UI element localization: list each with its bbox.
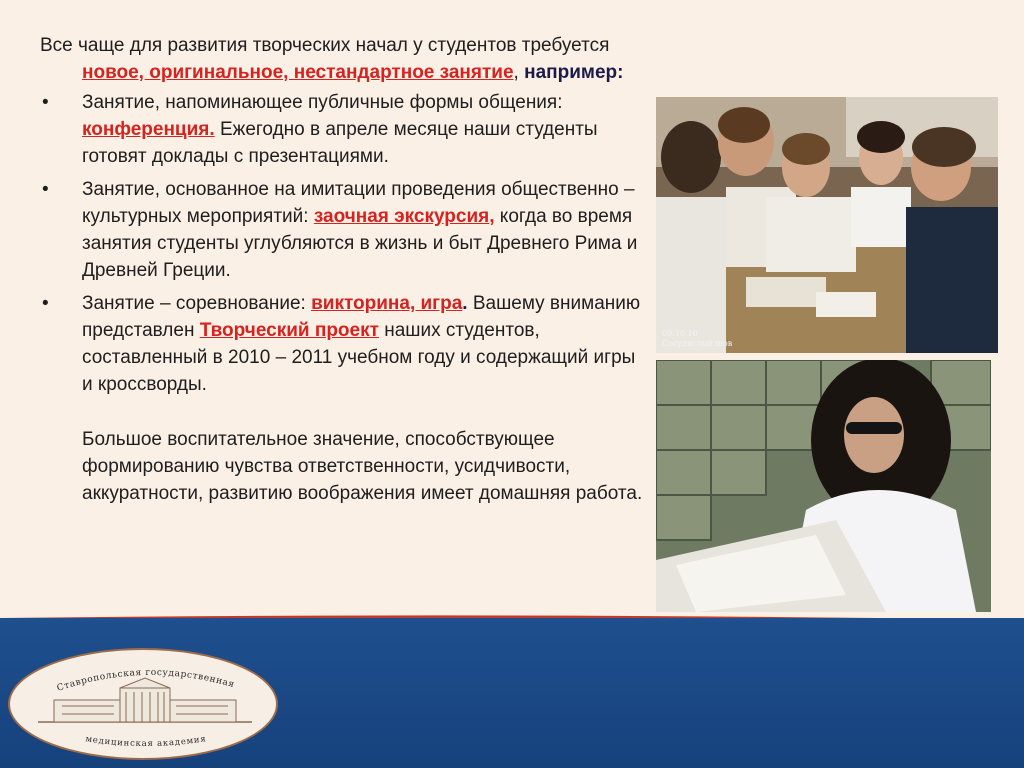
bullet-text: Вашему вниманию представлен — [82, 293, 641, 341]
closing-paragraph: Большое воспитательное значение, способствующее формированию чувства ответственности, усидчивости, аккуратности, развитию воображения имеет домашняя работа. — [82, 429, 643, 504]
bullet-highlight-conference: конференция. — [82, 119, 215, 140]
photo-student-writing — [656, 360, 991, 612]
bullet-item-excursion — [40, 176, 650, 284]
bullet-item-quiz — [40, 290, 650, 398]
students-photo-image — [656, 97, 998, 353]
bullet-text: Ежегодно в апреле месяце наши студенты готовят доклады с презентациями. — [82, 119, 598, 167]
bullet-highlight-project: Творческий проект — [199, 320, 379, 341]
bullet-list — [40, 89, 650, 398]
intro-highlight: новое, оригинальное, нестандартное занятие — [82, 62, 514, 83]
photo-caption — [662, 329, 732, 349]
bullet-item-conference — [40, 89, 650, 170]
bullet-text: Занятие, основанное на имитации проведения общественно – культурных мероприятий: — [82, 179, 635, 227]
photo-students-table — [656, 97, 998, 353]
photo-caption-date: 09.10.10 — [662, 329, 698, 338]
bullet-dot: . — [462, 293, 468, 314]
bullet-text: Занятие – соревнование: — [82, 293, 312, 314]
bullet-highlight-quiz: викторина, игра — [311, 293, 463, 314]
intro-comma: , — [513, 62, 525, 83]
academy-building-icon — [10, 650, 280, 762]
bullet-text: Занятие, напоминающее публичные формы общения: — [82, 92, 563, 113]
academy-logo — [8, 648, 278, 760]
bullet-comma: , — [489, 206, 495, 227]
bullet-text: когда во время занятия студенты углубляются в жизнь и быт Древнего Рима и Древней Греции. — [82, 206, 638, 281]
student-photo-image — [656, 360, 991, 612]
intro-paragraph — [40, 32, 650, 86]
bullet-text: наших студентов, составленный в 2010 – 2011 учебном году и содержащий игры и кроссворды. — [82, 320, 636, 395]
photo-caption-text: Сосудистый шов — [662, 339, 733, 348]
intro-emphasis: например: — [524, 62, 624, 83]
logo-top-text: Ставропольская государственная — [55, 667, 236, 694]
text-content — [40, 32, 650, 507]
logo-bottom-text: медицинская академия — [84, 734, 208, 750]
intro-lead: Все чаще для развития творческих начал у студентов требуется — [40, 35, 610, 56]
svg-text:медицинская академия — [85, 734, 207, 749]
bullet-highlight-excursion: заочная экскурсия — [313, 206, 490, 227]
